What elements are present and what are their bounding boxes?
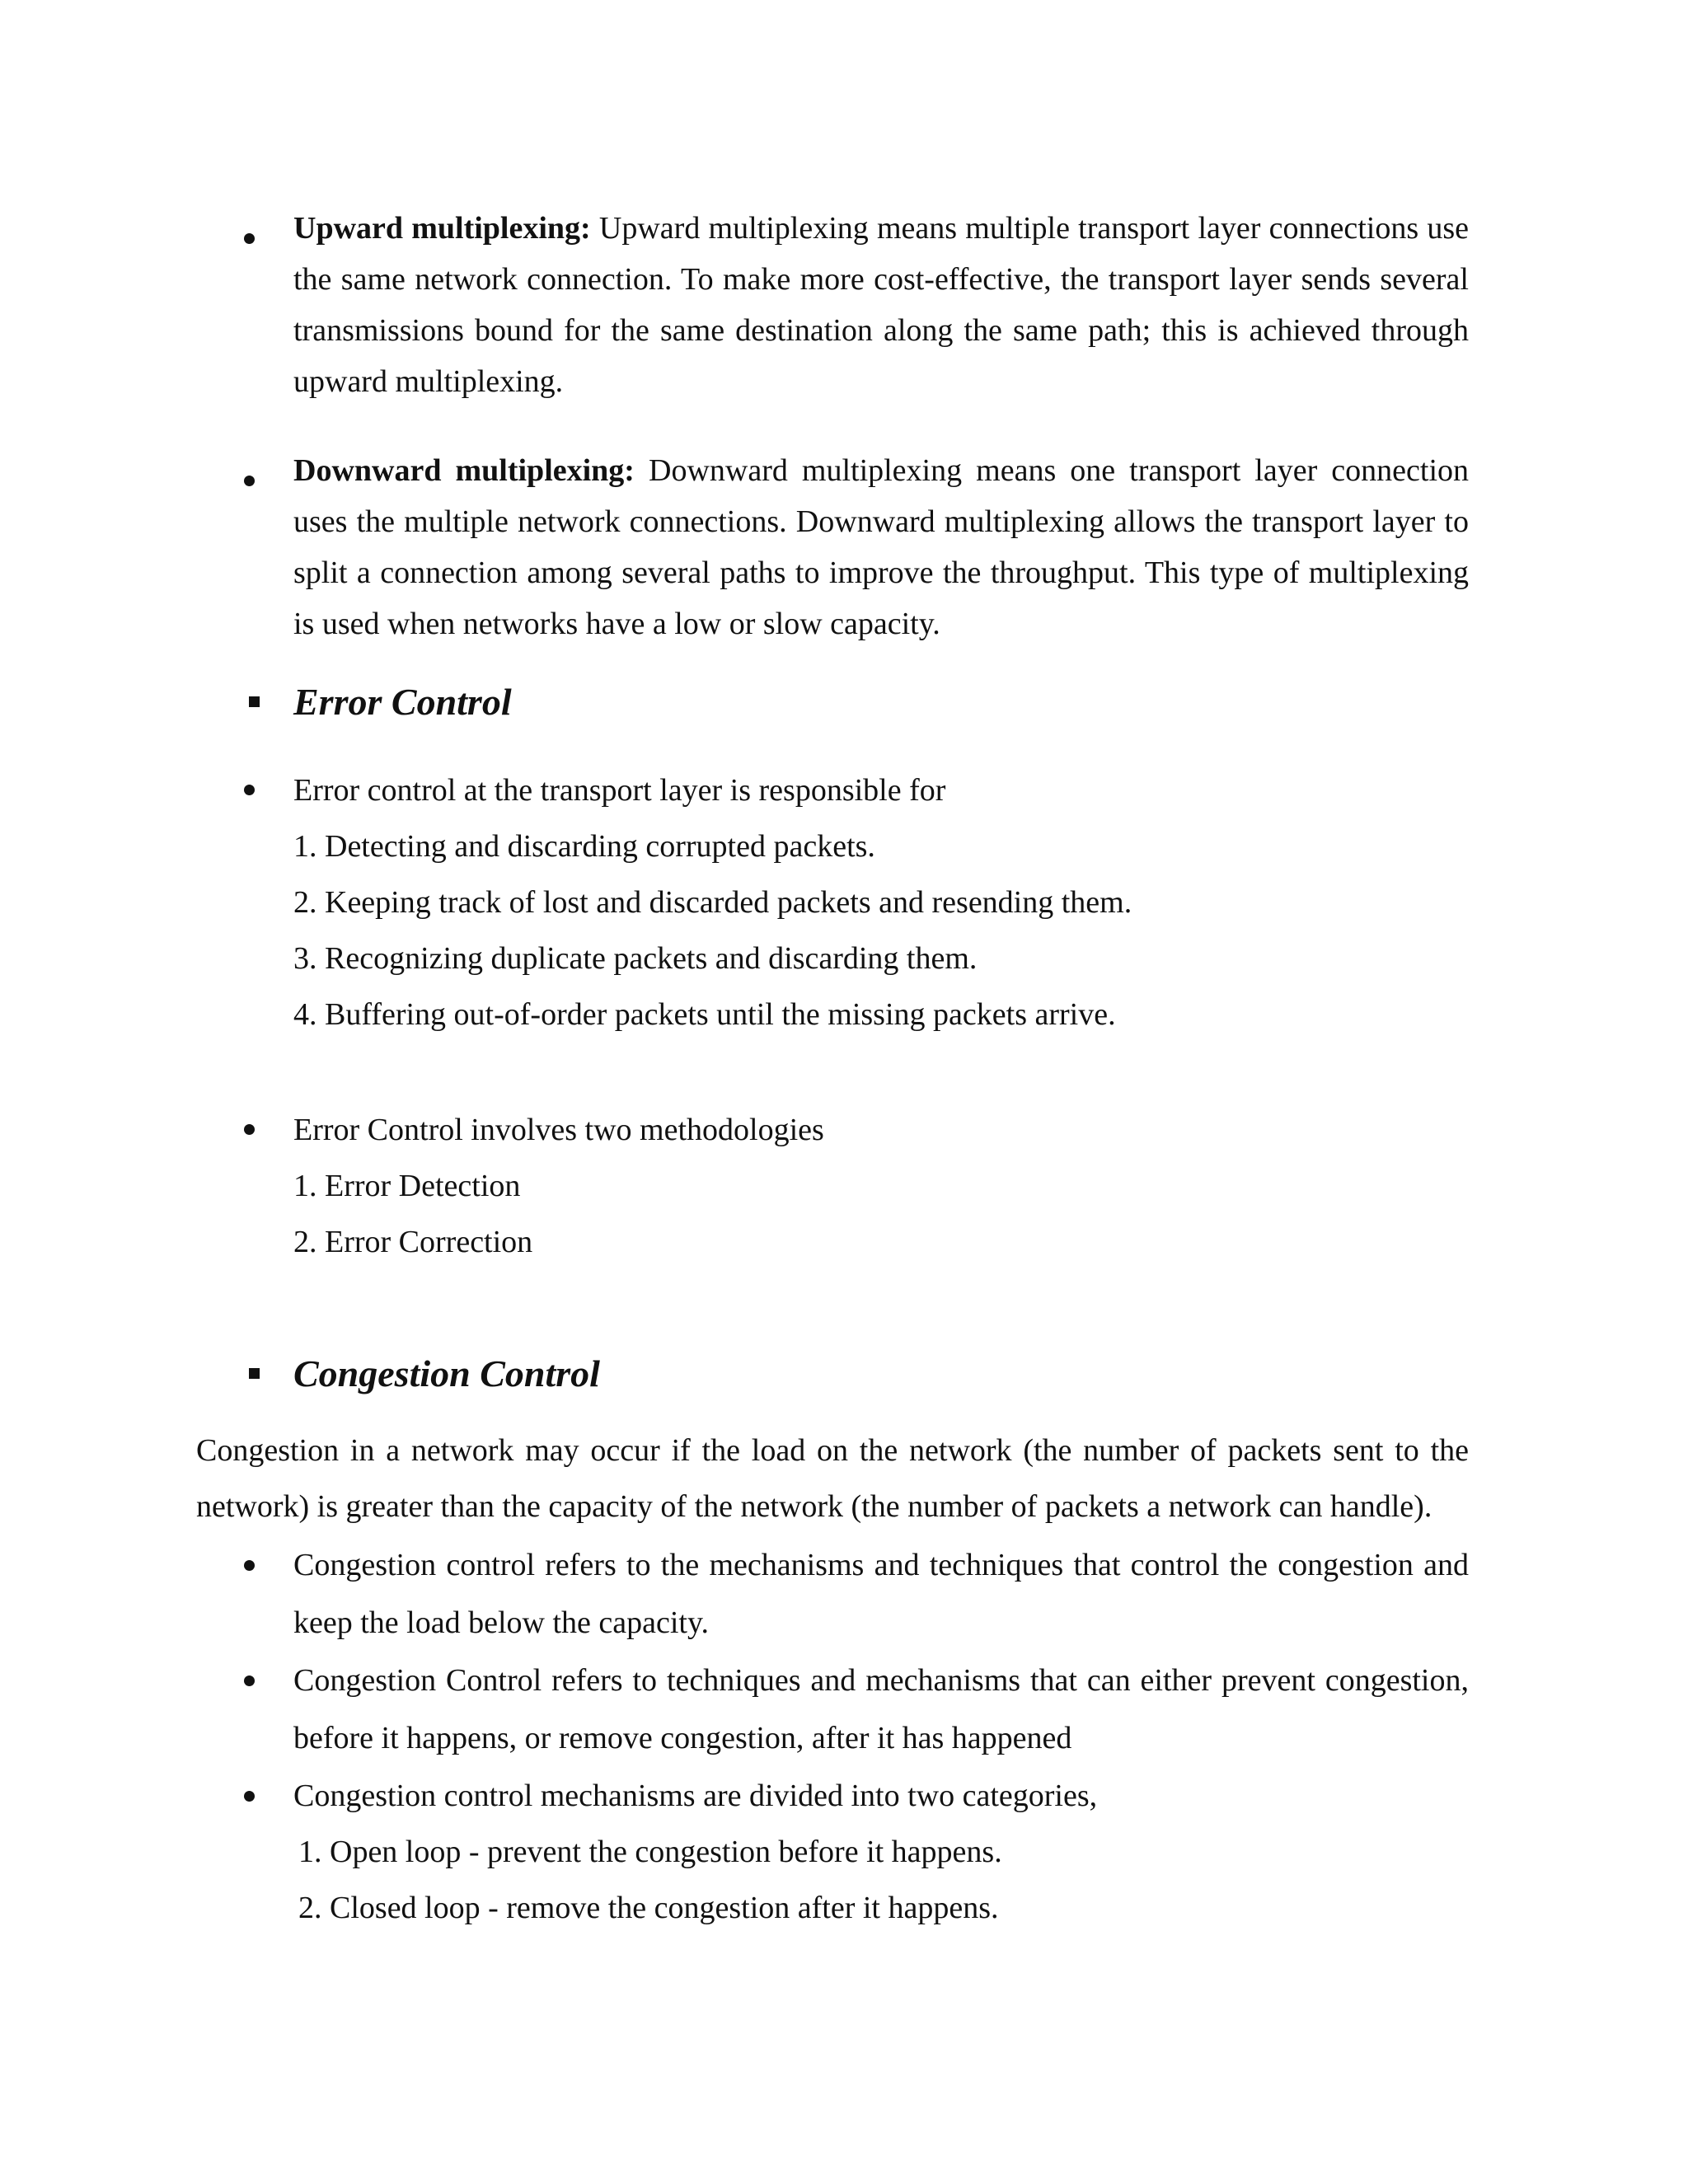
error-item-1: 1. Detecting and discarding corrupted packets. bbox=[293, 829, 875, 864]
congestion-bullet-1: Congestion control refers to the mechanisms and techniques that control the congestion and keep the load below the capacity. bbox=[293, 1548, 1469, 1640]
congestion-control-heading: Congestion Control bbox=[293, 1352, 600, 1394]
upward-text: Upward multiplexing means multiple transport layer connections use the same network connection. To make more cost-effective, the transport layer sends several transmissions bound for the same destination along the same path; this is achieved through upward multiplexing. bbox=[293, 211, 1469, 399]
congestion-bullet-3: Congestion control mechanisms are divided into two categories, bbox=[293, 1779, 1098, 1813]
error-item-3: 3. Recognizing duplicate packets and discarding them. bbox=[293, 941, 978, 976]
category-closed-loop: 2. Closed loop - remove the congestion after it happens. bbox=[298, 1891, 999, 1925]
error-control-methodologies: Error Control involves two methodologies bbox=[293, 1113, 824, 1147]
bullet-error-control-2 bbox=[244, 1124, 255, 1135]
error-item-4: 4. Buffering out-of-order packets until the missing packets arrive. bbox=[293, 997, 1116, 1032]
bullet-congestion-1 bbox=[244, 1560, 255, 1571]
method-error-correction: 2. Error Correction bbox=[293, 1225, 533, 1259]
downward-multiplexing-item bbox=[293, 445, 1469, 649]
bullet-congestion-3 bbox=[244, 1791, 255, 1802]
upward-term: Upward multiplexing: bbox=[293, 211, 591, 246]
bullet-congestion-2 bbox=[244, 1675, 255, 1686]
heading-marker-error-control bbox=[249, 696, 260, 707]
bullet-upward bbox=[244, 233, 255, 244]
heading-marker-congestion-control bbox=[249, 1368, 260, 1379]
error-item-2: 2. Keeping track of lost and discarded packets and resending them. bbox=[293, 885, 1132, 920]
category-open-loop: 1. Open loop - prevent the congestion before it happens. bbox=[298, 1835, 1002, 1869]
downward-text: Downward multiplexing means one transport layer connection uses the multiple network connections. Downward multiplexing allows the transport layer to split a connection among several paths to improve the throughput. This type of multiplexing is used when networks have a low or slow capacity. bbox=[293, 453, 1469, 641]
error-control-responsibility: Error control at the transport layer is responsible for bbox=[293, 773, 946, 808]
method-error-detection: 1. Error Detection bbox=[293, 1169, 521, 1203]
upward-multiplexing-item bbox=[293, 203, 1469, 407]
bullet-error-control-1 bbox=[244, 785, 255, 795]
downward-term: Downward multiplexing: bbox=[293, 453, 635, 488]
bullet-downward bbox=[244, 476, 255, 486]
congestion-intro-paragraph: Congestion in a network may occur if the load on the network (the number of packets sent to the network) is greater than the capacity of the network (the number of packets a network can handle). bbox=[196, 1433, 1469, 1524]
congestion-bullet-2: Congestion Control refers to techniques and mechanisms that can either prevent congestion, before it happens, or remove congestion, after it has happened bbox=[293, 1663, 1469, 1755]
error-control-heading: Error Control bbox=[293, 681, 512, 723]
